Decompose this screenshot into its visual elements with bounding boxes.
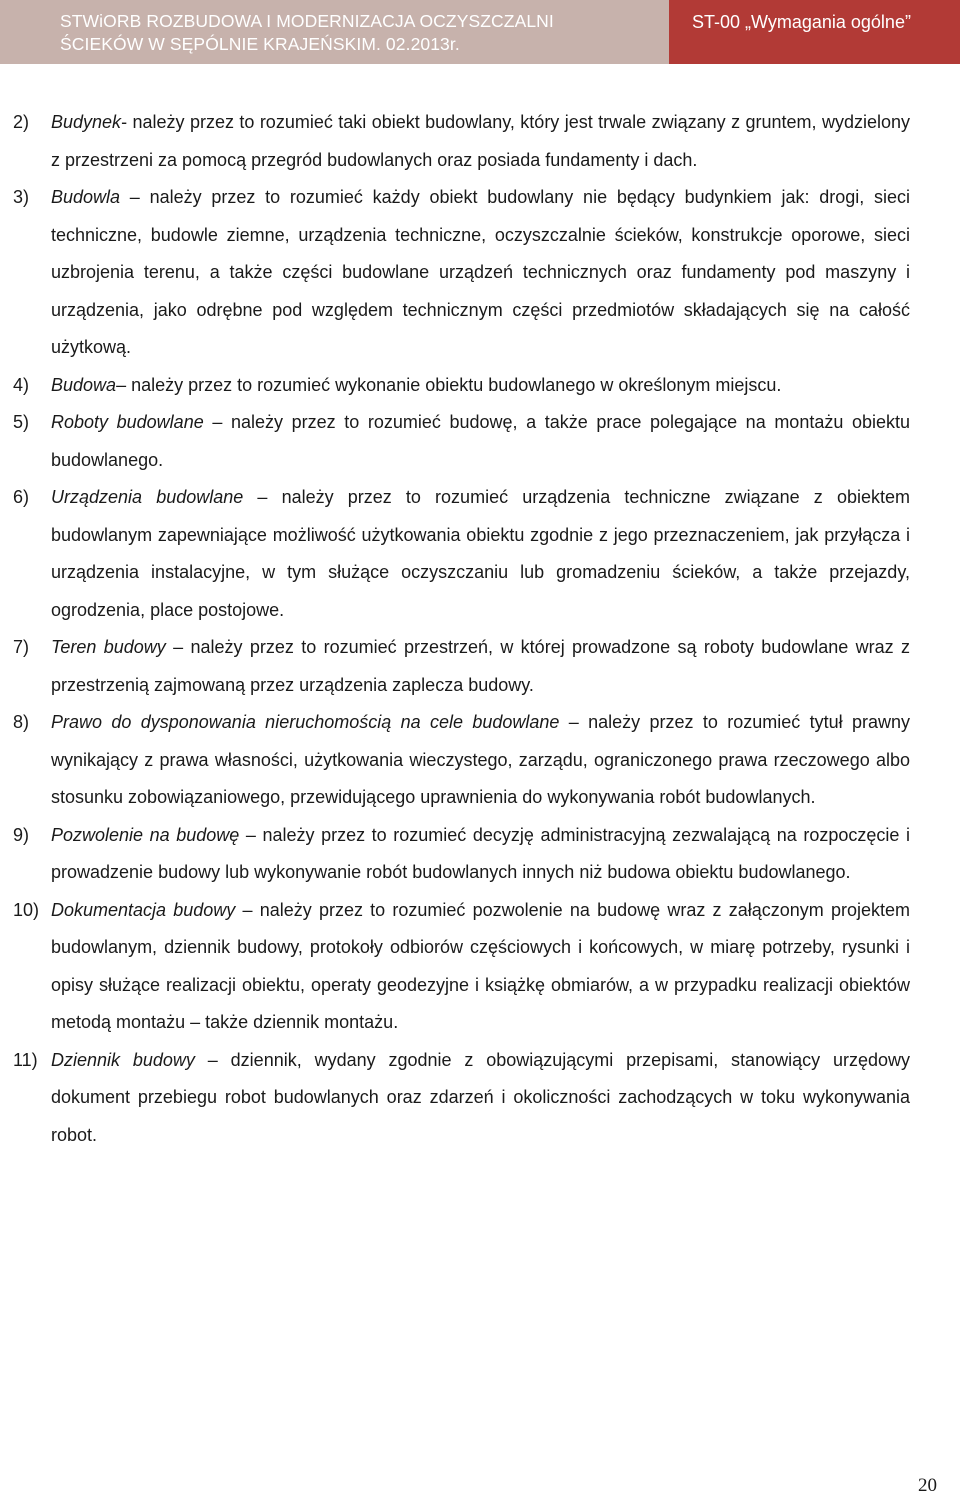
list-item: [13, 1042, 910, 1155]
page-number: 20: [918, 1475, 937, 1496]
item-number: 11): [13, 1049, 38, 1070]
list-item: [13, 892, 910, 1042]
item-number: 4): [13, 374, 30, 395]
item-text: – należy przez to rozumieć urządzenia techniczne związane z obiektem budowlanym zapewniające możliwość użytkowania obiektu zgodnie z jego przeznaczeniem, jak przyłącza i urządzenia instalacyjne, w tym służące oczyszczaniu lub gromadzeniu ścieków, a także przejazdy, ogrodzenia, place postojowe.: [51, 487, 910, 620]
list-item: [13, 404, 910, 479]
list-item: [13, 367, 910, 405]
definitions-list: [13, 104, 910, 1154]
item-term: Dokumentacja budowy: [51, 899, 236, 920]
item-term: Urządzenia budowlane: [51, 487, 244, 507]
item-text: – należy przez to rozumieć decyzję administracyjną zezwalającą na rozpoczęcie i prowadzenie budowy lub wykonywanie robót budowlanych innych niż budowa obiektu budowlanego.: [51, 824, 910, 882]
list-item: [13, 704, 910, 817]
item-number: 8): [13, 712, 30, 732]
list-item: [13, 104, 910, 179]
list-item: [13, 179, 910, 367]
item-text: – należy przez to rozumieć budowę, a także prace polegające na montażu obiektu budowlanego.: [51, 412, 911, 470]
item-number: 3): [13, 187, 30, 207]
item-term: Prawo do dysponowania nieruchomością na cele budowlane: [51, 712, 560, 732]
document-title-banner: [0, 0, 669, 64]
item-term: Budowla: [51, 187, 121, 207]
item-term: Dziennik budowy: [51, 1049, 195, 1070]
page-header: [0, 0, 960, 64]
item-number: 10): [13, 899, 40, 920]
item-term: Teren budowy: [51, 637, 166, 657]
document-title-line-1: STWiORB ROZBUDOWA I MODERNIZACJA OCZYSZCZALNI: [60, 11, 554, 31]
item-text: – należy przez to rozumieć każdy obiekt budowlany nie będący budynkiem jak: drogi, sieci techniczne, budowle ziemne, urządzenia techniczne, oczyszczalnie ścieków, konstrukcje oporowe, sieci uzbrojenia terenu, a także części budowlane urządzeń technicznych oraz fundamenty pod maszyny i urządzenia, jako odrębne pod względem technicznym części przedmiotów składających się na całość użytkową.: [51, 187, 910, 357]
item-text: – należy przez to rozumieć pozwolenie na budowę wraz z załączonym projektem budowlanym, dziennik budowy, protokoły odbiorów częściowych i końcowych, w miarę potrzeby, rysunki i opisy służące realizacji obiektu, operaty geodezyjne i książkę obmiarów, a w przypadku realizacji obiektów metodą montażu – także dziennik montażu.: [51, 899, 910, 1032]
item-term: Pozwolenie na budowę: [51, 824, 240, 845]
item-number: 6): [13, 487, 30, 507]
item-term: Budowa: [51, 374, 117, 395]
item-text: – należy przez to rozumieć wykonanie obiektu budowlanego w określonym miejscu.: [116, 374, 782, 395]
item-number: 9): [13, 824, 30, 845]
list-item: [13, 629, 910, 704]
section-banner: ST-00 „Wymagania ogólne”: [669, 0, 960, 64]
list-item: [13, 817, 910, 892]
list-item: [13, 479, 910, 629]
item-number: 7): [13, 637, 30, 657]
item-text: – należy przez to rozumieć tytuł prawny wynikający z prawa własności, użytkowania wieczystego, zarządu, ograniczonego prawa rzeczowego albo stosunku zobowiązaniowego, przewidującego uprawnienia do wykonywania robót budowlanych.: [51, 712, 911, 807]
item-term: Roboty budowlane: [51, 412, 204, 432]
item-term: Budynek: [51, 112, 122, 132]
item-text: – dziennik, wydany zgodnie z obowiązującymi przepisami, stanowiący urzędowy dokument przebiegu robot budowlanych oraz zdarzeń i okoliczności zachodzących w toku wykonywania robot.: [51, 1049, 910, 1145]
document-title-line-2: ŚCIEKÓW W SĘPÓLNIE KRAJEŃSKIM. 02.2013r.: [60, 34, 460, 54]
item-text: – należy przez to rozumieć przestrzeń, w której prowadzone są roboty budowlane wraz z przestrzenią zajmowaną przez urządzenia zaplecza budowy.: [51, 637, 910, 695]
item-number: 5): [13, 412, 30, 432]
item-number: 2): [13, 112, 30, 132]
item-text: - należy przez to rozumieć taki obiekt budowlany, który jest trwale związany z gruntem, wydzielony z przestrzeni za pomocą przegród budowlanych oraz posiada fundamenty i dach.: [51, 112, 910, 170]
